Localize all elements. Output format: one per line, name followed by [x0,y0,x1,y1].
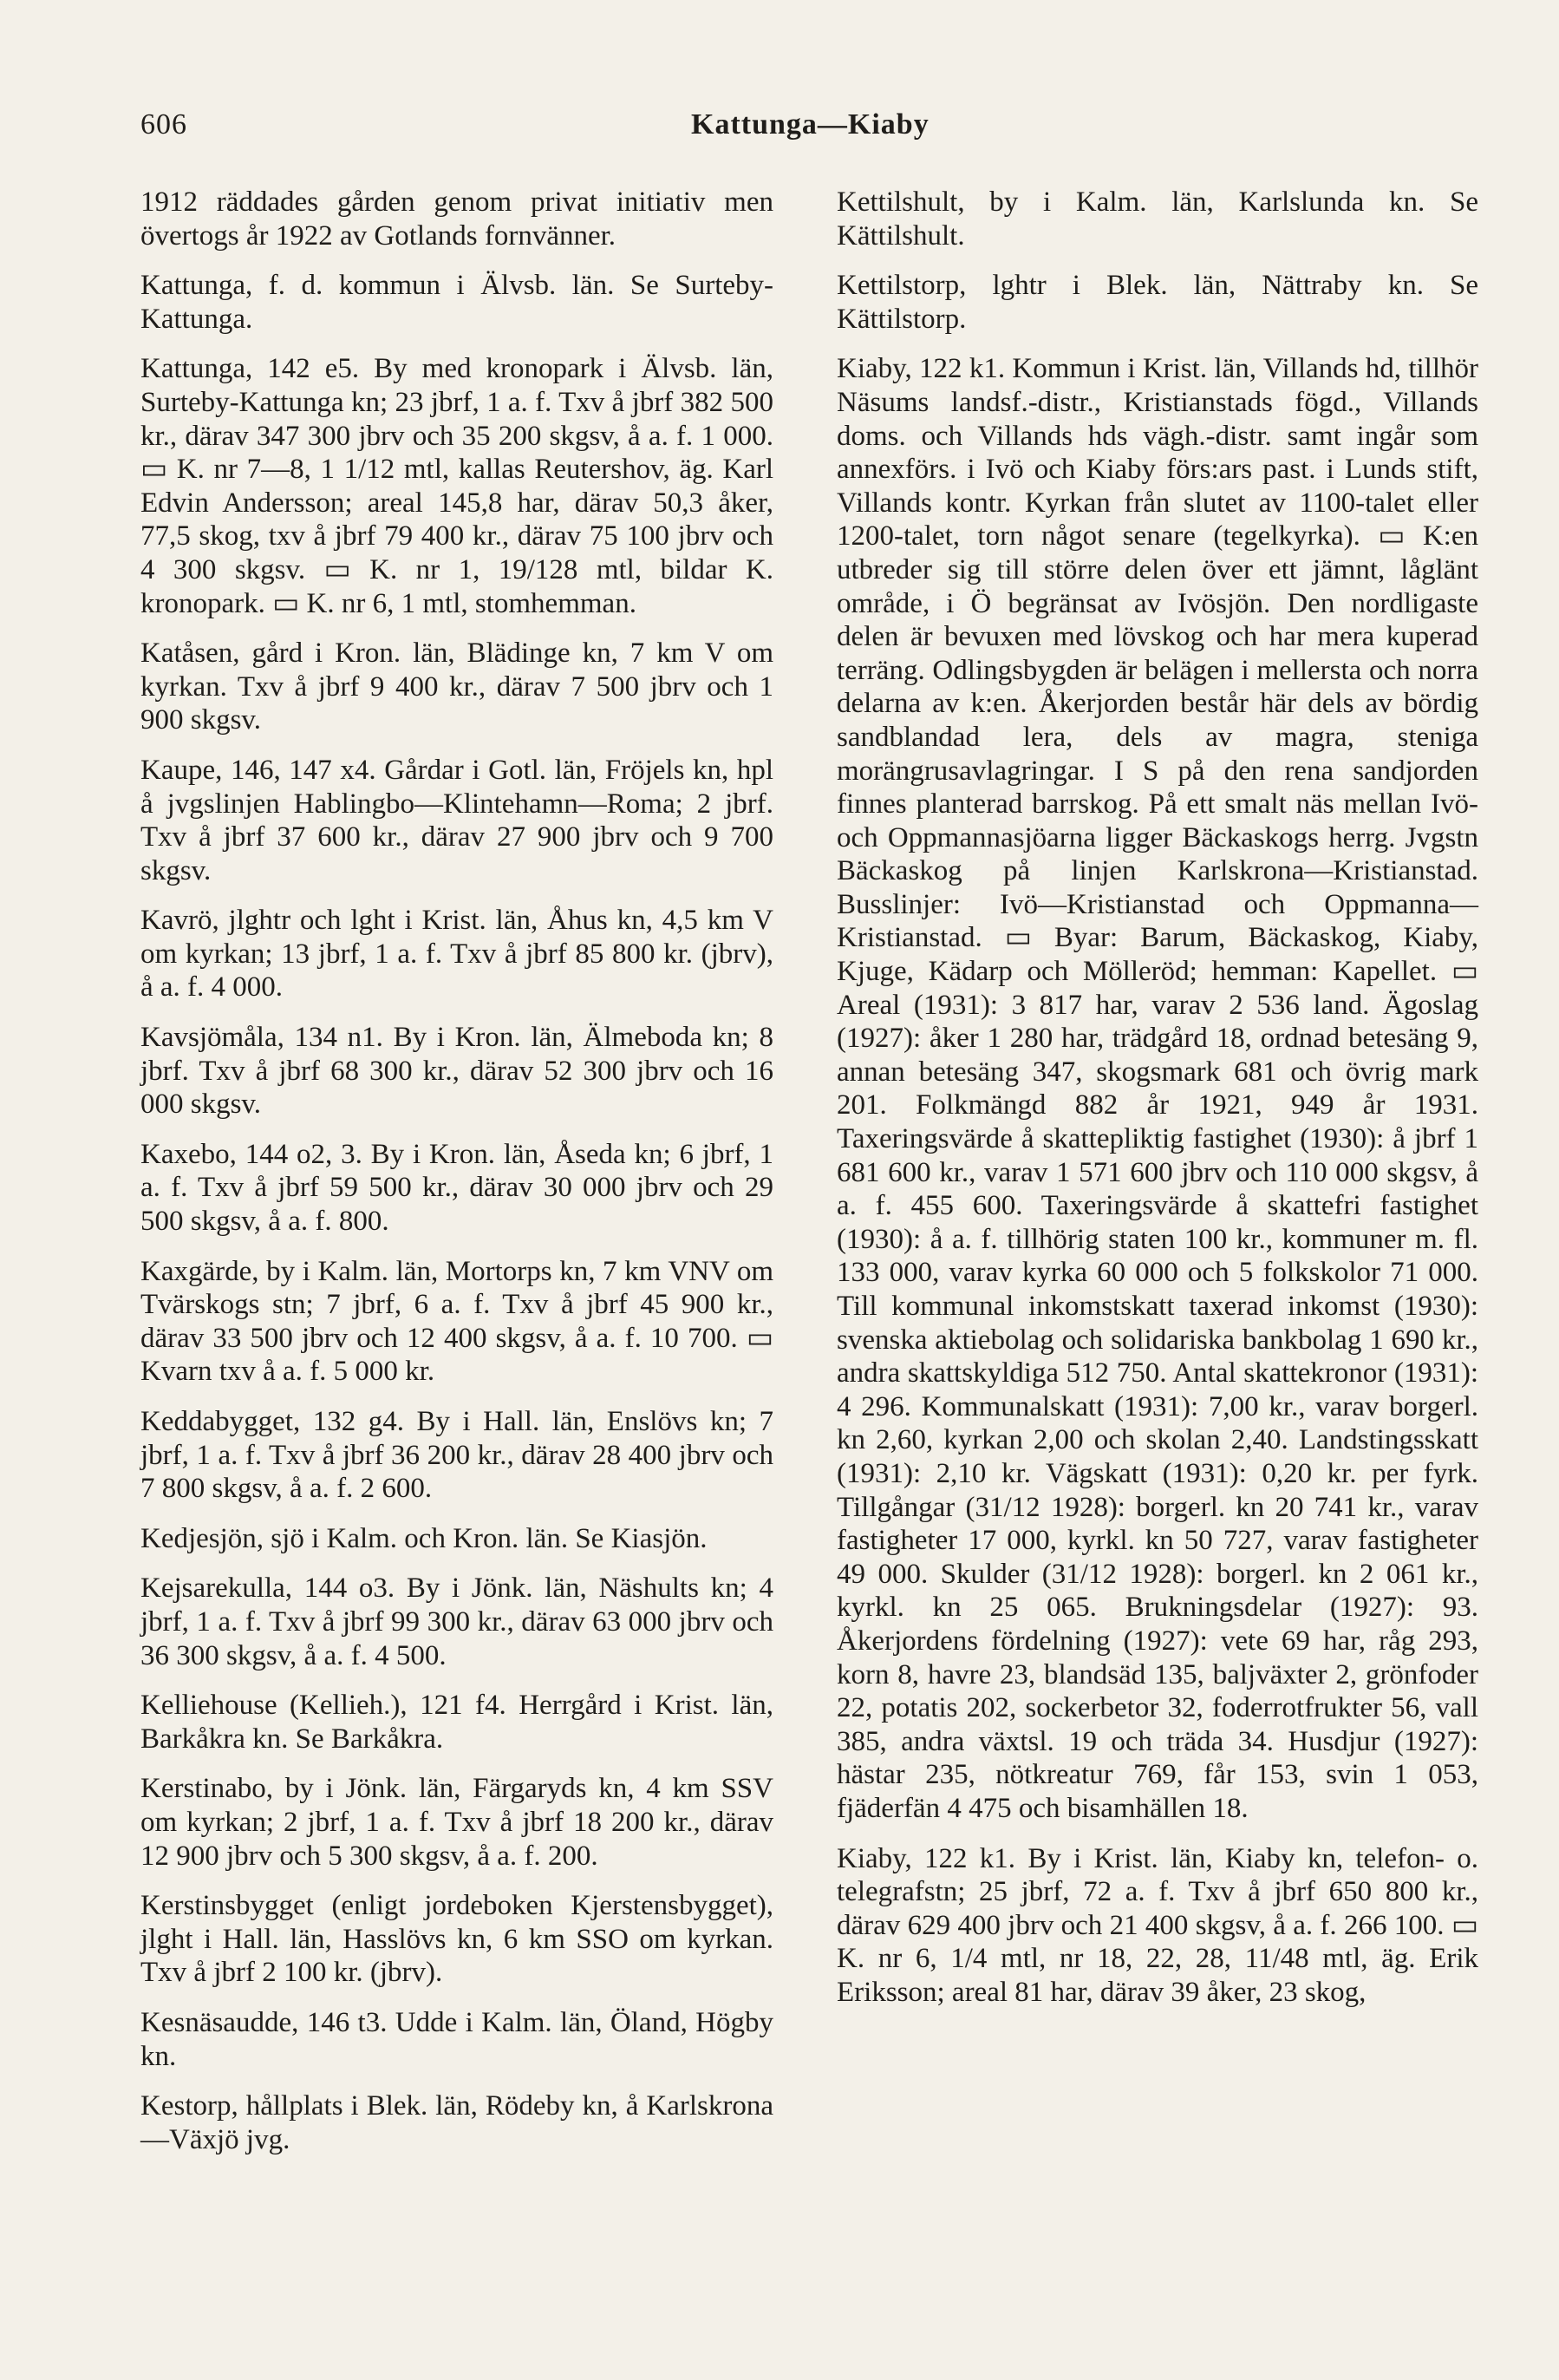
entry-kaupe: Kaupe, 146, 147 x4. Gårdar i Gotl. län, Fröjels kn, hpl å jvgslinjen Hablingbo—Klintehamn—Roma; 2 jbrf. Txv å jbrf 37 600 kr., därav 27 900 jbrv och 9 700 skgsv. [140,754,773,886]
entry-kiaby-kommun: Kiaby, 122 k1. Kommun i Krist. län, Villands hd, tillhör Näsums landsf.-distr., Kristianstads fögd., Villands doms. och Villands hds vägh.-distr. samt ingår som annexförs. i Ivö och Kiaby förs:ars past. i Lunds stift, Villands kontr. Kyrkan från slutet av 1100-talet eller 1200-talet, torn något senare (tegelkyrka). ▭ K:en utbreder sig till större delen över ett jämnt, låglänt område, i Ö begränsat av Ivösjön. Den nordligaste delen är bevuxen med lövskog och har mera kuperad terräng. Odlingsbygden är belägen i mellersta och norra delarna av k:en. Åkerjorden består här dels av bördig sandblandad lera, dels av magra, steniga morängrusavlagringar. I S på den rena sandjorden finnes planterad barrskog. På ett smalt näs mellan Ivö- och Oppmannasjöarna ligger Bäckaskogs herrg. Jvgstn Bäckaskog på linjen Karlskrona—Kristianstad. Busslinjer: Ivö—Kristianstad och Oppmanna—Kristianstad. ▭ Byar: Barum, Bäckaskog, Kiaby, Kjuge, Kädarp och Mölleröd; hemman: Kapellet. ▭ Areal (1931): 3 817 har, varav 2 536 land. Ägoslag (1927): åker 1 280 har, trädgård 18, ordnad betesäng 9, annan betesäng 347, skogsmark 681 och övrig mark 201. Folkmängd 882 år 1921, 949 år 1931. Taxeringsvärde å skattepliktig fastighet (1930): å jbrf 1 681 600 kr., varav 1 571 600 jbrv och 110 000 skgsv, å a. f. 455 600. Taxeringsvärde å skattefri fastighet (1930): å a. f. tillhörig staten 100 kr., kommuner m. fl. 133 000, varav kyrka 60 000 och 5 folkskolor 71 000. Till kommunal inkomstskatt taxerad inkomst (1930): svenska aktiebolag och solidariska bankbolag 1 690 kr., andra skattskyldiga 512 750. Antal skattekronor (1931): 4 296. Kommunalskatt (1931): 7,00 kr., varav borgerl. kn 2,60, kyrkan 2,00 och skolan 2,40. Landstingsskatt (1931): 2,10 kr. Vägskatt (1931): 0,20 kr. per fyrk. Tillgångar (31/12 1928): borgerl. kn 20 741 kr., varav fastigheter 17 000, kyrkl. kn 50 727, varav fastigheter 49 000. Skulder (31/12 1928): borgerl. kn 2 061 kr., kyrkl. kn 25 065. Brukningsdelar (1927): 93. Åkerjordens fördelning (1927): vete 69 har, råg 293, korn 8, havre 23, blandsäd 135, baljväxter 2, grönfoder 22, potatis 202, sockerbetor 32, foderrotfrukter 56, vall 385, andra växtsl. 19 och träda 34. Husdjur (1927): hästar 235, nötkreatur 769, får 153, svin 1 053, fjäderfän 4 475 och bisamhällen 18. [837,353,1478,1824]
entry-kejsarekulla: Kejsarekulla, 144 o3. By i Jönk. län, Näshults kn; 4 jbrf, 1 a. f. Txv å jbrf 99 300 kr., därav 63 000 jbrv och 36 300 skgsv, å a. f. 4 500. [140,1572,773,1671]
entry-kedjesjon: Kedjesjön, sjö i Kalm. och Kron. län. Se Kiasjön. [140,1522,708,1554]
entry-kestorp: Kestorp, hållplats i Blek. län, Rödeby kn, å Karlskrona—Växjö jvg. [140,2090,773,2155]
entry-kaxebo: Kaxebo, 144 o2, 3. By i Kron. län, Åseda kn; 6 jbrf, 1 a. f. Txv å jbrf 59 500 kr., därav 30 000 jbrv och 29 500 skgsv, å a. f. 800. [140,1138,773,1238]
entry-katasen: Katåsen, gård i Kron. län, Blädinge kn, 7 km V om kyrkan. Txv å jbrf 9 400 kr., därav 7 500 jbrv och 1 900 skgsv. [140,638,773,736]
left-column [140,186,773,2173]
running-head: Kattunga—Kiaby [691,108,930,141]
entry-kesnasaudde: Kesnäsaudde, 146 t3. Udde i Kalm. län, Öland, Högby kn. [140,2006,773,2072]
entry-keddabygget: Keddabygget, 132 g4. By i Hall. län, Enslövs kn; 7 jbrf, 1 a. f. Txv å jbrf 36 200 kr., därav 28 400 jbrv och 7 800 skgsv, å a. f. 2 600. [140,1406,773,1505]
entry-kavsjomala: Kavsjömåla, 134 n1. By i Kron. län, Älmeboda kn; 8 jbrf. Txv å jbrf 68 300 kr., därav 52 300 jbrv och 16 000 skgsv. [140,1022,773,1121]
entry-kaxgarde: Kaxgärde, by i Kalm. län, Mortorps kn, 7 km VNV om Tvärskogs stn; 7 jbrf, 6 a. f. Txv å jbrf 45 900 kr., därav 33 500 jbrv och 12 400 skgsv, å a. f. 10 700. ▭ Kvarn txv å a. f. 5 000 kr. [140,1255,773,1388]
entry-kelliehouse: Kelliehouse (Kellieh.), 121 f4. Herrgård i Krist. län, Barkåkra kn. Se Barkåkra. [140,1690,773,1755]
entry-kettilstorp: Kettilstorp, lghtr i Blek. län, Nättraby kn. Se Kättilstorp. [837,270,1478,335]
right-column [837,186,1478,2025]
page-number: 606 [140,108,187,141]
entry-kattunga-by: Kattunga, 142 e5. By med kronopark i Älvsb. län, Surteby-Kattunga kn; 23 jbrf, 1 a. f. Txv å jbrf 382 500 kr., därav 347 300 jbrv och 35 200 skgsv, å a. f. 1 000. ▭ K. nr 7—8, 1 1/12 mtl, kallas Reutershov, äg. Karl Edvin Andersson; areal 145,8 har, därav 50,3 åker, 77,5 skog, txv å jbrf 79 400 kr., därav 75 100 jbrv och 4 300 skgsv. ▭ K. nr 1, 19/128 mtl, bildar K. kronopark. ▭ K. nr 6, 1 mtl, stomhemman. [140,353,773,619]
entry-kerstinabo: Kerstinabo, by i Jönk. län, Färgaryds kn, 4 km SSV om kyrkan; 2 jbrf, 1 a. f. Txv å jbrf 18 200 kr., därav 12 900 jbrv och 5 300 skgsv, å a. f. 200. [140,1773,773,1872]
entry-kattunga-former-kommun: Kattunga, f. d. kommun i Älvsb. län. Se Surteby-Kattunga. [140,270,773,335]
continuation-text: 1912 räddades gården genom privat initiativ men övertogs år 1922 av Gotlands fornvänner. [140,186,773,252]
entry-kavro: Kavrö, jlghtr och lght i Krist. län, Åhus kn, 4,5 km V om kyrkan; 13 jbrf, 1 a. f. Txv å jbrf 85 800 kr. (jbrv), å a. f. 4 000. [140,905,773,1004]
entry-kiaby-by: Kiaby, 122 k1. By i Krist. län, Kiaby kn, telefon- o. telegrafstn; 25 jbrf, 72 a. f. Txv å jbrf 650 800 kr., därav 629 400 jbrv och 21 400 skgsv, å a. f. 266 100. ▭ K. nr 6, 1/4 mtl, nr 18, 22, 28, 11/48 mtl, äg. Erik Eriksson; areal 81 har, därav 39 åker, 23 skog, [837,1842,1478,2008]
entry-kerstinsbygget: Kerstinsbygget (enligt jordeboken Kjerstensbygget), jlght i Hall. län, Hasslövs kn, 6 km SSO om kyrkan. Txv å jbrf 2 100 kr. (jbrv). [140,1890,773,1989]
entry-kettilshult: Kettilshult, by i Kalm. län, Karlslunda kn. Se Kättilshult. [837,186,1478,252]
